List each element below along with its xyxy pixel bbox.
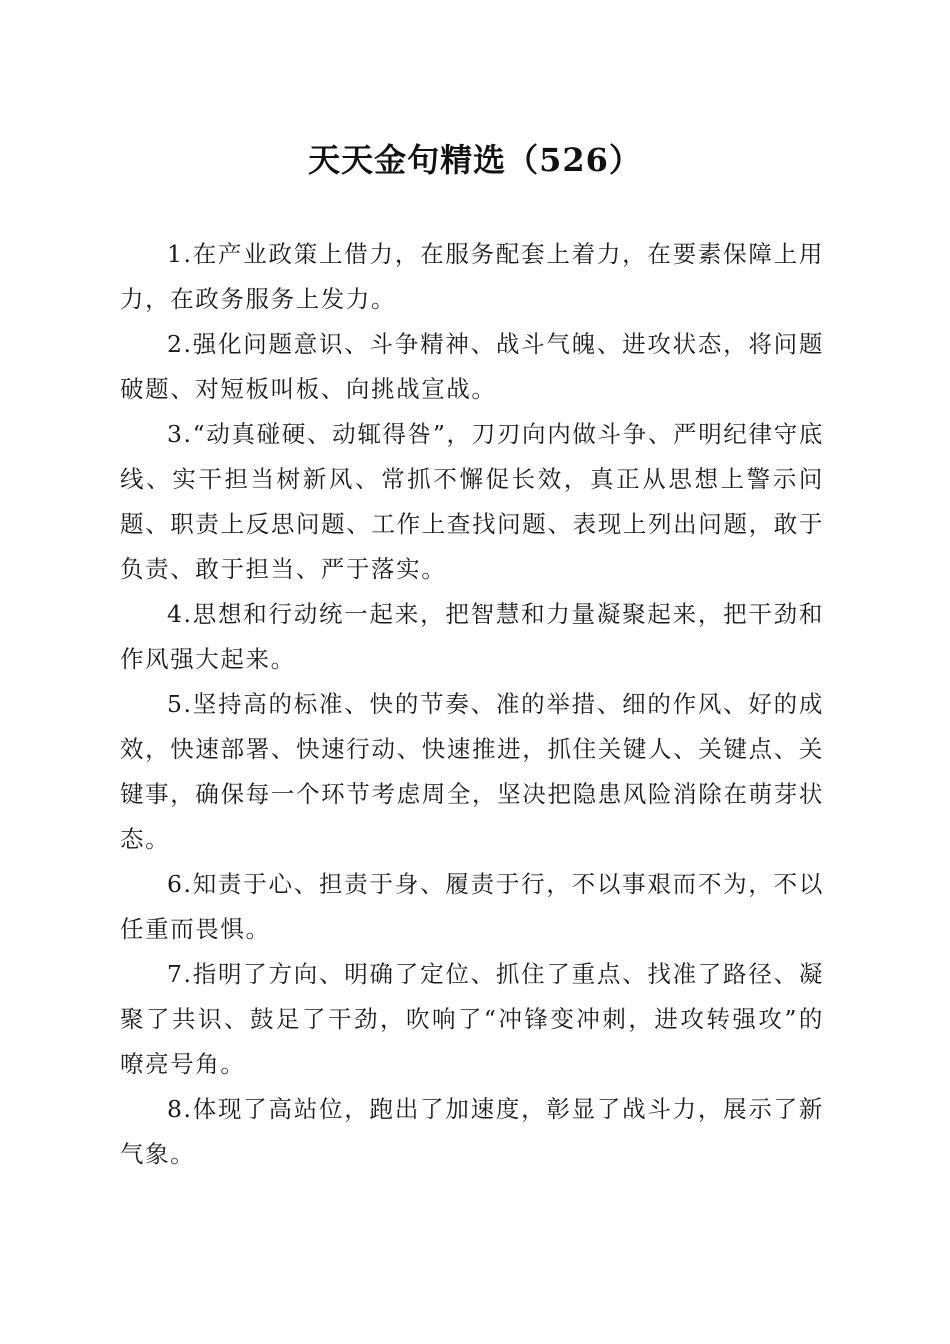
paragraph: 6.知责于心、担责于身、履责于行，不以事艰而不为，不以任重而畏惧。 (120, 870, 824, 943)
paragraph: 3.“动真碰硬、动辄得咎”，刀刃向内做斗争、严明纪律守底线、实干担当树新风、常抓不懈促长效，真正从思想上警示问题、职责上反思问题、工作上查找问题、表现上列出问题，敢于负责、敢于担当、严于落实。 (120, 420, 824, 583)
paragraph: 2.强化问题意识、斗争精神、战斗气魄、进攻状态，将问题破题、对短板叫板、向挑战宣战。 (120, 330, 824, 403)
paragraph: 4.思想和行动统一起来，把智慧和力量凝聚起来，把干劲和作风强大起来。 (120, 600, 824, 673)
document-title: 天天金句精选（526） (308, 141, 642, 179)
document-body (120, 232, 824, 1177)
paragraph: 8.体现了高站位，跑出了加速度，彰显了战斗力，展示了新气象。 (120, 1095, 824, 1168)
paragraph: 5.坚持高的标准、快的节奏、准的举措、细的作风、好的成效，快速部署、快速行动、快速推进，抓住关键人、关键点、关键事，确保每一个环节考虑周全，坚决把隐患风险消除在萌芽状态。 (120, 690, 824, 853)
paragraph: 7.指明了方向、明确了定位、抓住了重点、找准了路径、凝聚了共识、鼓足了干劲，吹响了“冲锋变冲刺，进攻转强攻”的嘹亮号角。 (120, 960, 824, 1078)
paragraph: 1.在产业政策上借力，在服务配套上着力，在要素保障上用力，在政务服务上发力。 (120, 240, 824, 313)
